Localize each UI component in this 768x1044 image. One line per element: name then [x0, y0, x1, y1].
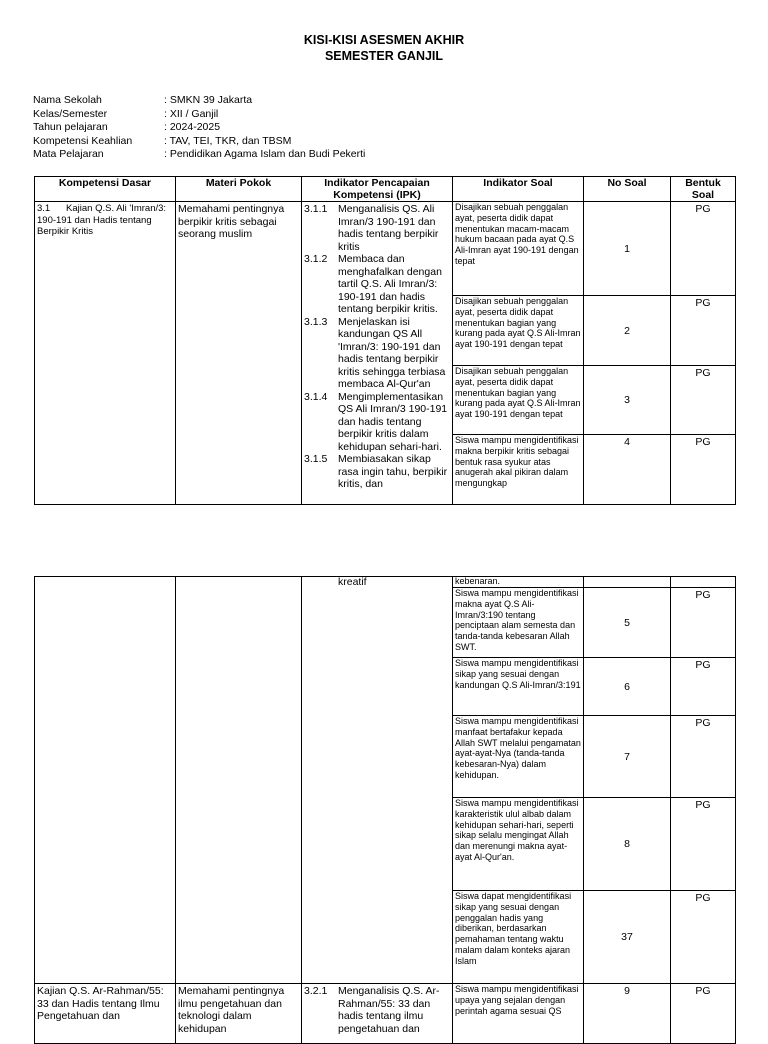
bentuk-soal-cell: PG: [671, 366, 736, 435]
no-soal-cell: 7: [584, 716, 671, 798]
indikator-soal-cell: Disajikan sebuah penggalan ayat, peserta didik dapat menentukan bagian yang kurang pada ayat Q.S Ali-Imran ayat 190-191 dengan tepat: [453, 296, 584, 366]
indikator-soal-cell: kebenaran.: [453, 577, 584, 588]
table-header-row: [35, 177, 736, 202]
ipk-cell: [302, 202, 453, 505]
table-row: [35, 984, 736, 1044]
no-soal-cell: 9: [584, 984, 671, 1044]
kompetensi-dasar-cell: [35, 577, 176, 984]
info-row: Kompetensi Keahlian : TAV, TEI, TKR, dan TBSM: [33, 134, 292, 147]
ipk-item: 3.2.1 Menganalisis Q.S. Ar-Rahman/55: 33 dan hadis tentang ilmu pengetahuan dan: [304, 985, 440, 1035]
doc-title-line1: KISI-KISI ASESMEN AKHIR: [303, 33, 465, 47]
materi-pokok-cell: Memahami pentingnya ilmu pengetahuan dan teknologi dalam kehidupan: [176, 984, 302, 1044]
indikator-soal-cell: Siswa mampu mengidentifikasi makna ayat Q.S Ali-Imran/3:190 tentang penciptaan alam semesta dan tanda-tanda kebesaran Allah SWT.: [453, 588, 584, 658]
school-info: [33, 94, 365, 162]
indikator-soal-cell: Siswa mampu mengidentifikasi manfaat bertafakur kepada Allah SWT melalui pengamatan ayat-ayat-Nya (tanda-tanda kebesaran-Nya) dalam kehidupan.: [453, 716, 584, 798]
ipk-cell: [302, 984, 453, 1044]
header-kompetensi-dasar: Kompetensi Dasar: [35, 177, 176, 202]
ipk-item: 3.1.4 Mengimplementasikan QS Ali Imran/3 190-191 dan hadis tentang berpikir kritis dalam kehidupan sehari-hari.: [304, 390, 448, 453]
bentuk-soal-cell: PG: [671, 588, 736, 658]
table-row: [35, 202, 736, 296]
header-no-soal: No Soal: [584, 177, 671, 202]
no-soal-cell: 2: [584, 296, 671, 366]
header-materi-pokok: Materi Pokok: [176, 177, 302, 202]
kompetensi-dasar-cell: 3.1 Kajian Q.S. Ali 'Imran/3: 190-191 dan Hadis tentang Berpikir Kritis: [35, 202, 176, 505]
indikator-soal-cell: Disajikan sebuah penggalan ayat, peserta didik dapat menentukan macam-macam hukum bacaan pada ayat Q.S Ali-Imran ayat 190-191 dengan tepat: [453, 202, 584, 296]
bentuk-soal-cell: PG: [671, 202, 736, 296]
no-soal-cell: 8: [584, 798, 671, 891]
indikator-soal-cell: Siswa dapat mengidentifikasi sikap yang sesuai dengan penggalan hadis yang diberikan, berdasarkan pemahaman tentang waktu malam dalam konteks ajaran Islam: [453, 891, 584, 984]
indikator-soal-cell: Disajikan sebuah penggalan ayat, peserta didik dapat menentukan bagian yang kurang pada ayat Q.S Ali-Imran ayat 190-191 dengan tepat: [453, 366, 584, 435]
bentuk-soal-cell: PG: [671, 296, 736, 366]
ipk-item: kreatif: [338, 576, 367, 588]
indikator-soal-cell: Siswa mampu mengidentifikasi makna berpikir kritis sebagai bentuk rasa syukur atas anugerah akal pikiran dalam mengungkap: [453, 435, 584, 505]
no-soal-cell: 3: [584, 366, 671, 435]
no-soal-cell: 4: [584, 435, 671, 505]
indikator-soal-cell: Siswa mampu mengidentifikasi sikap yang sesuai dengan kandungan Q.S Ali-Imran/3:191: [453, 658, 584, 716]
bentuk-soal-cell: PG: [671, 658, 736, 716]
no-soal-cell: 37: [584, 891, 671, 984]
materi-pokok-cell: [176, 577, 302, 984]
header-ipk: Indikator Pencapaian Kompetensi (IPK): [302, 177, 453, 202]
kisi-table-page1: [34, 176, 736, 505]
header-indikator-soal: Indikator Soal: [453, 177, 584, 202]
kisi-table-page2: [34, 576, 736, 1044]
ipk-item: 3.1.2 Membaca dan menghafalkan dengan tartil Q.S. Ali Imran/3: 190-191 dan hadis tentang berpikir kritis.: [304, 253, 442, 315]
no-soal-cell: 6: [584, 658, 671, 716]
no-soal-cell: [584, 577, 671, 588]
kompetensi-dasar-cell: Kajian Q.S. Ar-Rahman/55: 33 dan Hadis tentang Ilmu Pengetahuan dan: [35, 984, 176, 1044]
materi-pokok-cell: Memahami pentingnya berpikir kritis sebagai seorang muslim: [176, 202, 302, 505]
ipk-cell: [302, 577, 453, 984]
indikator-soal-cell: Siswa mampu mengidentifikasi upaya yang sejalan dengan perintah agama sesuai QS: [453, 984, 584, 1044]
header-bentuk-soal: Bentuk Soal: [671, 177, 736, 202]
indikator-soal-cell: Siswa mampu mengidentifikasi karakteristik ulul albab dalam kehidupan sehari-hari, seperti sikap selalu mengingat Allah dan merenungi makna ayat-ayat Al-Qur'an.: [453, 798, 584, 891]
doc-title-line2: SEMESTER GANJIL: [324, 49, 444, 63]
info-row: Nama Sekolah : SMKN 39 Jakarta: [33, 94, 253, 106]
table-row: [35, 577, 736, 588]
info-row: Tahun pelajaran : 2024-2025: [33, 121, 221, 133]
bentuk-soal-cell: PG: [671, 891, 736, 984]
bentuk-soal-cell: PG: [671, 798, 736, 891]
ipk-item: 3.1.1 Menganalisis QS. Ali Imran/3 190-191 dan hadis tentang berpikir kritis: [304, 203, 439, 253]
info-row: Mata Pelajaran : Pendidikan Agama Islam dan Budi Pekerti: [33, 148, 366, 160]
bentuk-soal-cell: PG: [671, 984, 736, 1044]
ipk-item: 3.1.5 Membiasakan sikap rasa ingin tahu, berpikir kritis, dan: [304, 453, 448, 490]
no-soal-cell: 5: [584, 588, 671, 658]
ipk-item: 3.1.3 Menjelaskan isi kandungan QS All 'Imran/3: 190-191 dan hadis tentang berpikir kritis sehingga terbiasa membaca Al-Qur'an: [304, 315, 446, 390]
no-soal-cell: 1: [584, 202, 671, 296]
bentuk-soal-cell: PG: [671, 716, 736, 798]
bentuk-soal-cell: [671, 577, 736, 588]
bentuk-soal-cell: PG: [671, 435, 736, 505]
info-row: Kelas/Semester : XII / Ganjil: [33, 107, 219, 120]
